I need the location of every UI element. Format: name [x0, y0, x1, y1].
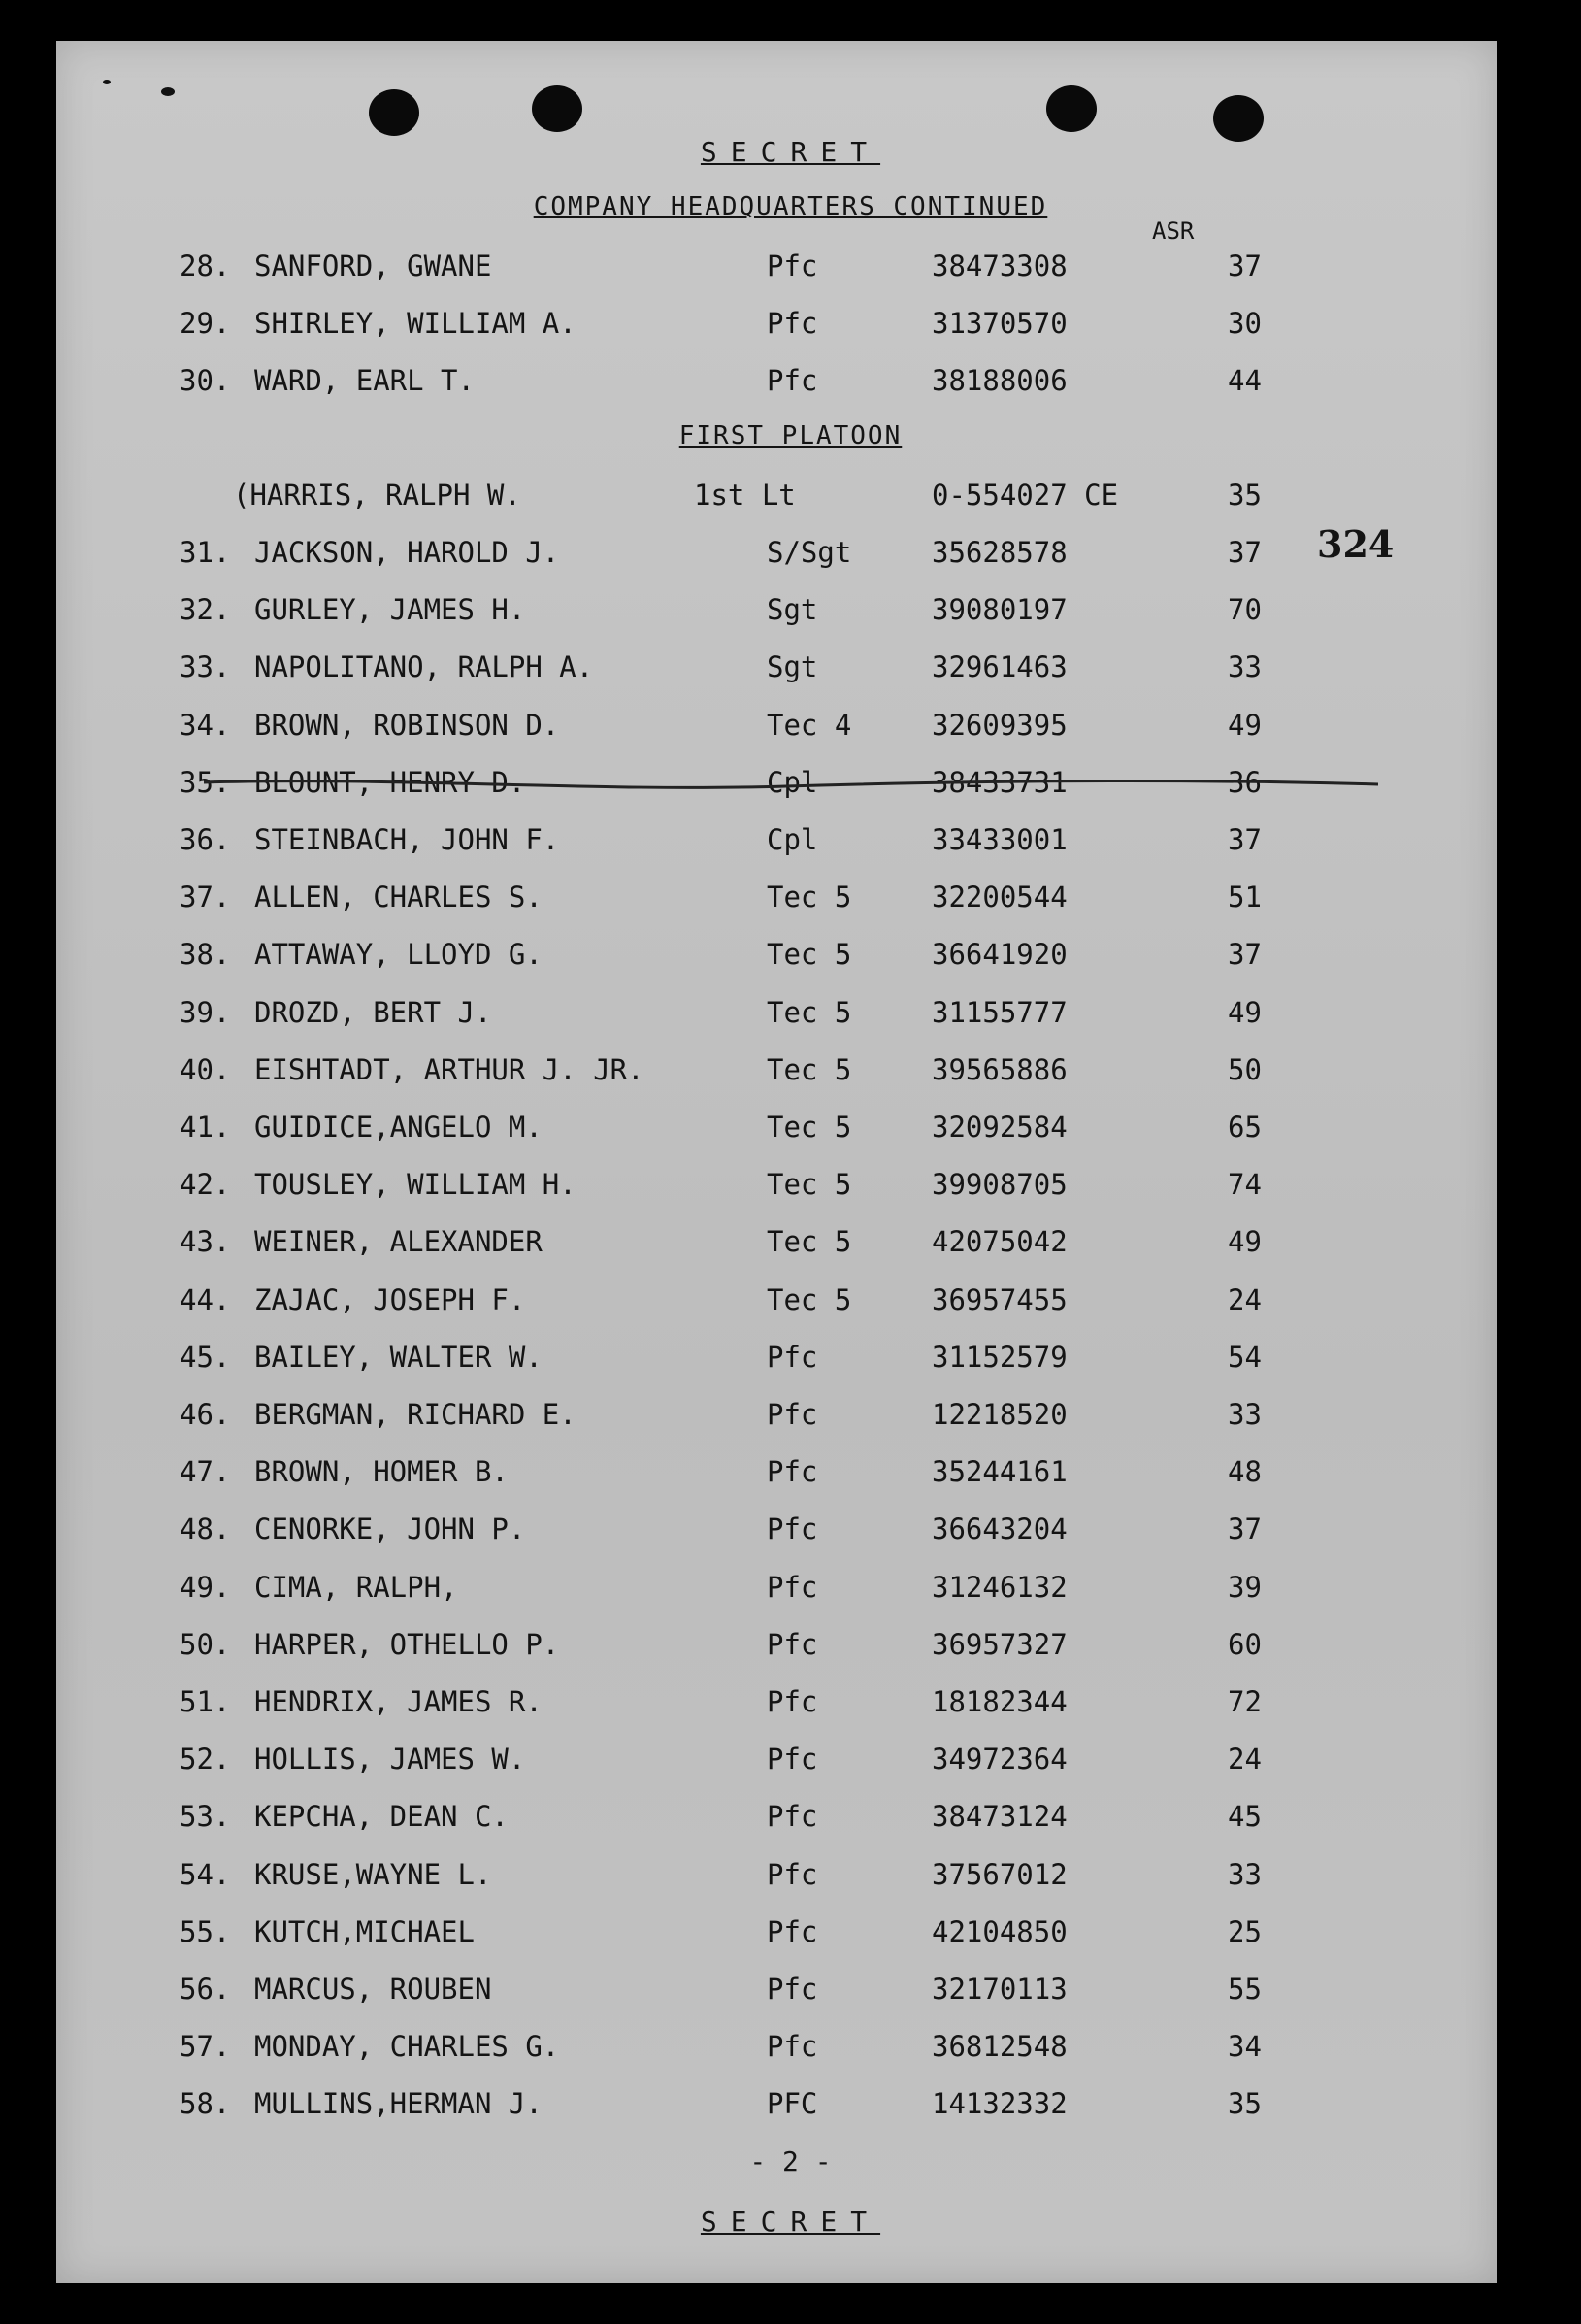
soldier-name: GUIDICE,ANGELO M. [254, 1111, 543, 1144]
serial-number: 32170113 [932, 1973, 1068, 2006]
asr-score: 50 [1228, 1052, 1262, 1086]
serial-number: 36641920 [932, 938, 1068, 972]
soldier-rank: Pfc [767, 1455, 818, 1489]
asr-score: 39 [1228, 1570, 1262, 1604]
roster-row [0, 1855, 1581, 1894]
serial-number: 31155777 [932, 995, 1068, 1029]
soldier-rank: Pfc [767, 2030, 818, 2064]
strikethrough-line [204, 773, 1378, 796]
soldier-name: HENDRIX, JAMES R. [254, 1685, 543, 1718]
roster-row [0, 935, 1581, 974]
soldier-rank: Cpl [767, 823, 818, 856]
asr-score: 55 [1228, 1973, 1262, 2006]
asr-score: 36 [1228, 765, 1262, 799]
serial-number: 39908705 [932, 1168, 1068, 1202]
soldier-rank: Tec 5 [767, 1282, 852, 1316]
roster-row [0, 1682, 1581, 1721]
punch-hole [1213, 95, 1264, 142]
soldier-rank: Tec 5 [767, 938, 852, 972]
ink-speck [103, 80, 111, 84]
serial-number: 18182344 [932, 1685, 1068, 1718]
asr-score: 24 [1228, 1282, 1262, 1316]
roster-row [0, 1222, 1581, 1261]
serial-number: 12218520 [932, 1398, 1068, 1431]
row-number: 53. [180, 1800, 231, 1834]
roster-row [0, 1452, 1581, 1491]
serial-number: 39080197 [932, 593, 1068, 627]
serial-number: 31152579 [932, 1340, 1068, 1374]
serial-number: 33433001 [932, 823, 1068, 856]
roster-row [0, 361, 1581, 400]
soldier-rank: Tec 5 [767, 1168, 852, 1202]
soldier-name: KUTCH,MICHAEL [254, 1914, 475, 1948]
asr-score: 74 [1228, 1168, 1262, 1202]
section-title: COMPANY HEADQUARTERS CONTINUED [533, 192, 1048, 221]
asr-score: 37 [1228, 823, 1262, 856]
row-number: 57. [180, 2030, 231, 2064]
serial-number: 38188006 [932, 364, 1068, 397]
roster-row [0, 878, 1581, 916]
classification-header: SECRET [700, 136, 881, 168]
soldier-rank: PFC [767, 2087, 818, 2121]
soldier-rank: Pfc [767, 1857, 818, 1891]
roster-row [0, 820, 1581, 859]
soldier-rank: Tec 5 [767, 995, 852, 1029]
soldier-name: KEPCHA, DEAN C. [254, 1800, 509, 1834]
soldier-rank: Pfc [767, 1800, 818, 1834]
asr-score: 33 [1228, 1398, 1262, 1431]
roster-row [0, 2027, 1581, 2066]
soldier-rank: Pfc [767, 1973, 818, 2006]
serial-number: 36957455 [932, 1282, 1068, 1316]
soldier-rank: Pfc [767, 1914, 818, 1948]
row-number: 32. [180, 593, 231, 627]
soldier-name: KRUSE,WAYNE L. [254, 1857, 492, 1891]
soldier-name: BERGMAN, RICHARD E. [254, 1398, 576, 1431]
row-number: 28. [180, 249, 231, 282]
row-number: 29. [180, 307, 231, 340]
soldier-rank: Sgt [767, 650, 818, 684]
asr-score: 30 [1228, 307, 1262, 340]
serial-number: 32200544 [932, 880, 1068, 914]
platoon-title: FIRST PLATOON [678, 421, 903, 450]
row-number: 43. [180, 1225, 231, 1259]
row-number: 54. [180, 1857, 231, 1891]
row-number: 56. [180, 1973, 231, 2006]
soldier-rank: Pfc [767, 1570, 818, 1604]
soldier-rank: Pfc [767, 1627, 818, 1661]
soldier-name: BROWN, ROBINSON D. [254, 708, 560, 742]
row-number: 40. [180, 1052, 231, 1086]
asr-score: 37 [1228, 938, 1262, 972]
roster-row [0, 647, 1581, 686]
asr-score: 24 [1228, 1743, 1262, 1776]
row-number: 42. [180, 1168, 231, 1202]
roster-row [0, 304, 1581, 343]
soldier-name: ALLEN, CHARLES S. [254, 880, 543, 914]
roster-row [0, 1338, 1581, 1377]
asr-score: 49 [1228, 1225, 1262, 1259]
roster-row [0, 1568, 1581, 1607]
row-number: 41. [180, 1111, 231, 1144]
asr-column-header: ASR [1152, 217, 1195, 245]
asr-score: 33 [1228, 1857, 1262, 1891]
asr-score: 37 [1228, 536, 1262, 569]
serial-number: 42075042 [932, 1225, 1068, 1259]
soldier-name: ATTAWAY, LLOYD G. [254, 938, 543, 972]
serial-number: 32092584 [932, 1111, 1068, 1144]
row-number: 58. [180, 2087, 231, 2121]
row-number: 44. [180, 1282, 231, 1316]
soldier-rank: Tec 4 [767, 708, 852, 742]
ink-speck [161, 87, 175, 96]
soldier-name: BROWN, HOMER B. [254, 1455, 509, 1489]
soldier-rank: Tec 5 [767, 1111, 852, 1144]
roster-row [0, 1625, 1581, 1664]
soldier-name: HOLLIS, JAMES W. [254, 1743, 526, 1776]
soldier-name: BLOUNT, HENRY D. [254, 765, 526, 799]
row-number: 37. [180, 880, 231, 914]
margin-note: 324 [1317, 522, 1395, 566]
row-number: 36. [180, 823, 231, 856]
roster-row [0, 1395, 1581, 1434]
roster-row [0, 1165, 1581, 1204]
row-number: 52. [180, 1743, 231, 1776]
classification-footer: SECRET [700, 2206, 881, 2238]
soldier-name: HARPER, OTHELLO P. [254, 1627, 560, 1661]
serial-number: 36643204 [932, 1512, 1068, 1546]
serial-number: 31246132 [932, 1570, 1068, 1604]
asr-score: 44 [1228, 364, 1262, 397]
officer-asr: 35 [1228, 479, 1262, 512]
row-number: 38. [180, 938, 231, 972]
asr-score: 51 [1228, 880, 1262, 914]
soldier-name: MARCUS, ROUBEN [254, 1973, 492, 2006]
serial-number: 36812548 [932, 2030, 1068, 2064]
soldier-rank: Tec 5 [767, 880, 852, 914]
soldier-name: GURLEY, JAMES H. [254, 593, 526, 627]
punch-hole [1046, 85, 1097, 132]
soldier-name: STEINBACH, JOHN F. [254, 823, 560, 856]
asr-score: 37 [1228, 1512, 1262, 1546]
serial-number: 38473124 [932, 1800, 1068, 1834]
soldier-rank: Cpl [767, 765, 818, 799]
roster-row [0, 1912, 1581, 1951]
serial-number: 38473308 [932, 249, 1068, 282]
asr-score: 35 [1228, 2087, 1262, 2121]
row-number: 45. [180, 1340, 231, 1374]
roster-row [0, 1280, 1581, 1319]
soldier-name: EISHTADT, ARTHUR J. JR. [254, 1052, 644, 1086]
punch-hole [532, 85, 582, 132]
asr-score: 37 [1228, 249, 1262, 282]
roster-row [0, 1108, 1581, 1146]
row-number: 46. [180, 1398, 231, 1431]
serial-number: 31370570 [932, 307, 1068, 340]
asr-score: 49 [1228, 995, 1262, 1029]
soldier-name: MONDAY, CHARLES G. [254, 2030, 560, 2064]
officer-serial: 0-554027 CE [932, 479, 1119, 512]
serial-number: 36957327 [932, 1627, 1068, 1661]
soldier-name: SHIRLEY, WILLIAM A. [254, 307, 576, 340]
soldier-rank: Tec 5 [767, 1052, 852, 1086]
roster-row [0, 590, 1581, 629]
roster-row [0, 533, 1581, 572]
officer-row [0, 476, 1581, 515]
soldier-name: WEINER, ALEXANDER [254, 1225, 543, 1259]
soldier-rank: S/Sgt [767, 536, 852, 569]
soldier-name: JACKSON, HAROLD J. [254, 536, 560, 569]
roster-row [0, 993, 1581, 1032]
asr-score: 33 [1228, 650, 1262, 684]
roster-row [0, 1510, 1581, 1548]
asr-score: 60 [1228, 1627, 1262, 1661]
asr-score: 54 [1228, 1340, 1262, 1374]
roster-row [0, 1797, 1581, 1836]
row-number: 48. [180, 1512, 231, 1546]
serial-number: 39565886 [932, 1052, 1068, 1086]
officer-rank: 1st Lt [694, 479, 796, 512]
soldier-name: ZAJAC, JOSEPH F. [254, 1282, 526, 1316]
soldier-rank: Pfc [767, 1685, 818, 1718]
soldier-rank: Sgt [767, 593, 818, 627]
asr-score: 25 [1228, 1914, 1262, 1948]
soldier-name: NAPOLITANO, RALPH A. [254, 650, 594, 684]
asr-score: 72 [1228, 1685, 1262, 1718]
soldier-rank: Pfc [767, 1340, 818, 1374]
officer-name: (HARRIS, RALPH W. [233, 479, 521, 512]
serial-number: 37567012 [932, 1857, 1068, 1891]
soldier-name: SANFORD, GWANE [254, 249, 492, 282]
row-number: 30. [180, 364, 231, 397]
roster-row [0, 1970, 1581, 2009]
serial-number: 34972364 [932, 1743, 1068, 1776]
punch-hole [369, 89, 419, 136]
asr-score: 65 [1228, 1111, 1262, 1144]
soldier-rank: Tec 5 [767, 1225, 852, 1259]
soldier-name: WARD, EARL T. [254, 364, 475, 397]
soldier-rank: Pfc [767, 1398, 818, 1431]
asr-score: 45 [1228, 1800, 1262, 1834]
serial-number: 35244161 [932, 1455, 1068, 1489]
serial-number: 14132332 [932, 2087, 1068, 2121]
soldier-name: CIMA, RALPH, [254, 1570, 458, 1604]
serial-number: 42104850 [932, 1914, 1068, 1948]
row-number: 51. [180, 1685, 231, 1718]
asr-score: 48 [1228, 1455, 1262, 1489]
soldier-name: MULLINS,HERMAN J. [254, 2087, 543, 2121]
row-number: 50. [180, 1627, 231, 1661]
soldier-rank: Pfc [767, 249, 818, 282]
soldier-rank: Pfc [767, 1512, 818, 1546]
row-number: 35. [180, 765, 231, 799]
row-number: 47. [180, 1455, 231, 1489]
serial-number: 32961463 [932, 650, 1068, 684]
asr-score: 70 [1228, 593, 1262, 627]
asr-score: 34 [1228, 2030, 1262, 2064]
row-number: 31. [180, 536, 231, 569]
soldier-name: BAILEY, WALTER W. [254, 1340, 543, 1374]
serial-number: 35628578 [932, 536, 1068, 569]
row-number: 39. [180, 995, 231, 1029]
roster-row [0, 1050, 1581, 1089]
soldier-rank: Pfc [767, 364, 818, 397]
roster-row [0, 706, 1581, 745]
soldier-name: CENORKE, JOHN P. [254, 1512, 526, 1546]
soldier-rank: Pfc [767, 307, 818, 340]
roster-row [0, 2084, 1581, 2123]
soldier-rank: Pfc [767, 1743, 818, 1776]
soldier-name: TOUSLEY, WILLIAM H. [254, 1168, 576, 1202]
serial-number: 38433731 [932, 765, 1068, 799]
page-number: - 2 - [749, 2145, 832, 2177]
roster-row [0, 247, 1581, 285]
asr-score: 49 [1228, 708, 1262, 742]
row-number: 55. [180, 1914, 231, 1948]
row-number: 34. [180, 708, 231, 742]
row-number: 33. [180, 650, 231, 684]
serial-number: 32609395 [932, 708, 1068, 742]
soldier-name: DROZD, BERT J. [254, 995, 492, 1029]
row-number: 49. [180, 1570, 231, 1604]
roster-row [0, 1740, 1581, 1778]
